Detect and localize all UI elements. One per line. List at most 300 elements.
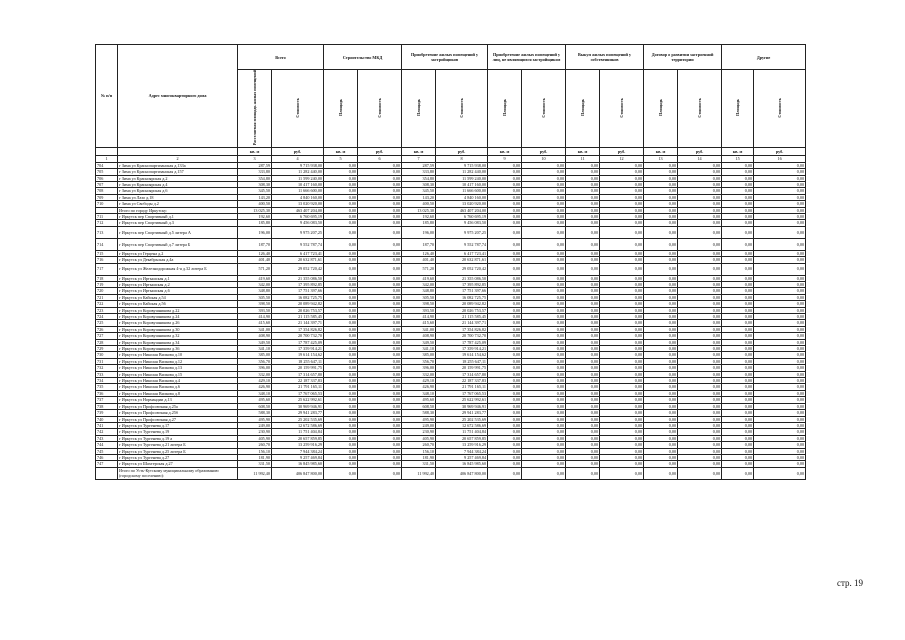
territory-cost: 0,00 — [678, 448, 722, 454]
row-address: г Иркутск ул Тургенева д.25 литера Б — [118, 448, 238, 454]
row-number: 743 — [96, 435, 118, 441]
total-cost: 16 082 725,75 — [272, 294, 324, 300]
developer-area: 415,60 — [402, 320, 436, 326]
developer-area: 348,80 — [402, 288, 436, 294]
buyout-area: 0,00 — [566, 442, 600, 448]
row-number: 726 — [96, 326, 118, 332]
total-cost: 13 259 916,29 — [272, 442, 324, 448]
territory-area: 0,00 — [644, 378, 678, 384]
territory-cost: 0,00 — [678, 175, 722, 181]
buyout-area: 0,00 — [566, 207, 600, 213]
nondeveloper-area: 0,00 — [488, 403, 522, 409]
unit-cell: руб. — [436, 147, 488, 155]
row-number: 704 — [96, 162, 118, 168]
build-area: 0,00 — [324, 301, 358, 307]
row-address: г Зима ул Красноярская д.4 — [118, 181, 238, 187]
nondeveloper-area: 0,00 — [488, 365, 522, 371]
other-cost: 0,00 — [754, 281, 806, 287]
row-address: г Иркутск ул Николая Вилкова д.15 — [118, 371, 238, 377]
other-cost: 0,00 — [754, 194, 806, 200]
nondeveloper-area: 0,00 — [488, 213, 522, 219]
other-cost: 0,00 — [754, 454, 806, 460]
territory-cost: 0,00 — [678, 307, 722, 313]
territory-cost: 0,00 — [678, 288, 722, 294]
buyout-area: 0,00 — [566, 429, 600, 435]
territory-area: 0,00 — [644, 346, 678, 352]
buyout-cost: 0,00 — [600, 257, 644, 263]
developer-cost: 12 672 586,69 — [436, 422, 488, 428]
build-cost: 0,00 — [358, 365, 402, 371]
col-number: 12 — [600, 155, 644, 162]
buyout-cost: 0,00 — [600, 410, 644, 416]
col-number: 16 — [754, 155, 806, 162]
territory-cost: 0,00 — [678, 346, 722, 352]
territory-cost: 0,00 — [678, 378, 722, 384]
nondeveloper-area: 0,00 — [488, 371, 522, 377]
row-number: 725 — [96, 320, 118, 326]
developer-area: 332,00 — [402, 371, 436, 377]
nondeveloper-area: 0,00 — [488, 226, 522, 238]
table-row — [96, 263, 806, 275]
other-cost: 0,00 — [754, 390, 806, 396]
total-area: 187,70 — [238, 238, 272, 250]
buyout-area: 0,00 — [566, 422, 600, 428]
build-area: 0,00 — [324, 410, 358, 416]
nondeveloper-area: 0,00 — [488, 346, 522, 352]
total-area: 408,90 — [238, 333, 272, 339]
row-number: 747 — [96, 461, 118, 467]
nondeveloper-cost: 0,00 — [522, 416, 566, 422]
developer-area: 331,50 — [402, 461, 436, 467]
build-cost: 0,00 — [358, 320, 402, 326]
build-area: 0,00 — [324, 162, 358, 168]
other-area: 0,00 — [722, 333, 754, 339]
build-area: 0,00 — [324, 307, 358, 313]
build-cost: 0,00 — [358, 358, 402, 364]
total-cost: 9 715 938,00 — [272, 162, 324, 168]
build-area: 0,00 — [324, 346, 358, 352]
developer-area: 396,00 — [402, 365, 436, 371]
register-sheet — [95, 44, 805, 480]
sub-header: Площадь — [488, 70, 522, 148]
row-number: 715 — [96, 250, 118, 256]
developer-area: 608,50 — [402, 403, 436, 409]
total-cost: 21 144 397,71 — [272, 320, 324, 326]
build-area: 0,00 — [324, 454, 358, 460]
other-cost: 0,00 — [754, 301, 806, 307]
total-area: 419,60 — [238, 275, 272, 281]
territory-cost: 0,00 — [678, 207, 722, 213]
nondeveloper-cost: 0,00 — [522, 365, 566, 371]
nondeveloper-area: 0,00 — [488, 435, 522, 441]
nondeveloper-area: 0,00 — [488, 454, 522, 460]
developer-cost: 406 847 800,00 — [436, 467, 488, 479]
other-cost: 0,00 — [754, 175, 806, 181]
developer-area: 342,00 — [402, 281, 436, 287]
nondeveloper-area: 0,00 — [488, 314, 522, 320]
territory-cost: 0,00 — [678, 213, 722, 219]
total-area: 426,90 — [238, 384, 272, 390]
row-number: 729 — [96, 346, 118, 352]
territory-area: 0,00 — [644, 294, 678, 300]
developer-cost: 10 417 160,00 — [436, 181, 488, 187]
total-area: 249,00 — [238, 422, 272, 428]
developer-area: 408,90 — [402, 333, 436, 339]
buyout-area: 0,00 — [566, 365, 600, 371]
nondeveloper-area: 0,00 — [488, 201, 522, 207]
developer-area: 260,70 — [402, 442, 436, 448]
unit-cell: руб. — [754, 147, 806, 155]
row-address: г Иркутск ул Тургенева д.21 литера Б — [118, 442, 238, 448]
developer-area: 181,90 — [402, 454, 436, 460]
developer-area: 341,10 — [402, 346, 436, 352]
col-number: 14 — [678, 155, 722, 162]
other-area: 0,00 — [722, 416, 754, 422]
developer-area: 401,40 — [402, 257, 436, 263]
row-number: 707 — [96, 181, 118, 187]
developer-area: 192,60 — [402, 213, 436, 219]
buyout-area: 0,00 — [566, 257, 600, 263]
other-cost: 0,00 — [754, 257, 806, 263]
units-row — [96, 147, 806, 155]
build-cost: 0,00 — [358, 314, 402, 320]
build-area: 0,00 — [324, 226, 358, 238]
buyout-cost: 0,00 — [600, 281, 644, 287]
nondeveloper-area: 0,00 — [488, 175, 522, 181]
row-number: 732 — [96, 365, 118, 371]
row-address: г Иркутск пер Спортивный д.5 литера А — [118, 226, 238, 238]
row-address: г Иркутск ул Коровушникова д.22 — [118, 307, 238, 313]
nondeveloper-cost: 0,00 — [522, 226, 566, 238]
territory-area: 0,00 — [644, 429, 678, 435]
row-number: 720 — [96, 288, 118, 294]
nondeveloper-cost: 0,00 — [522, 358, 566, 364]
buyout-cost: 0,00 — [600, 442, 644, 448]
other-area: 0,00 — [722, 194, 754, 200]
nondeveloper-cost: 0,00 — [522, 326, 566, 332]
nondeveloper-area: 0,00 — [488, 169, 522, 175]
developer-cost: 29 941 283,77 — [436, 410, 488, 416]
total-area: 414,90 — [238, 314, 272, 320]
developer-cost: 21 791 165,11 — [436, 384, 488, 390]
other-area: 0,00 — [722, 207, 754, 213]
other-cost: 0,00 — [754, 371, 806, 377]
developer-area: 156,10 — [402, 448, 436, 454]
row-address: г Иркутск ул Николая Вилкова д.6 — [118, 384, 238, 390]
total-cost: 29 941 283,77 — [272, 410, 324, 416]
col-number: 10 — [522, 155, 566, 162]
nondeveloper-cost: 0,00 — [522, 188, 566, 194]
territory-area: 0,00 — [644, 371, 678, 377]
sub-header: Площадь — [722, 70, 754, 148]
build-cost: 0,00 — [358, 175, 402, 181]
other-area: 0,00 — [722, 365, 754, 371]
territory-area: 0,00 — [644, 201, 678, 207]
other-cost: 0,00 — [754, 314, 806, 320]
nondeveloper-area: 0,00 — [488, 397, 522, 403]
developer-cost: 11 751 404,84 — [436, 429, 488, 435]
sub-header: Площадь — [402, 70, 436, 148]
developer-area: 345,50 — [402, 188, 436, 194]
nondeveloper-cost: 0,00 — [522, 467, 566, 479]
developer-area: 571,20 — [402, 263, 436, 275]
developer-cost: 11 666 600,00 — [436, 188, 488, 194]
other-area: 0,00 — [722, 454, 754, 460]
buyout-cost: 0,00 — [600, 194, 644, 200]
buyout-cost: 0,00 — [600, 326, 644, 332]
developer-cost: 17 395 892,85 — [436, 281, 488, 287]
buyout-cost: 0,00 — [600, 301, 644, 307]
build-area: 0,00 — [324, 220, 358, 226]
nondeveloper-area: 0,00 — [488, 384, 522, 390]
build-cost: 0,00 — [358, 162, 402, 168]
build-cost: 0,00 — [358, 288, 402, 294]
total-area: 348,80 — [238, 288, 272, 294]
row-number: 709 — [96, 194, 118, 200]
nondeveloper-cost: 0,00 — [522, 333, 566, 339]
build-cost: 0,00 — [358, 281, 402, 287]
other-cost: 0,00 — [754, 275, 806, 281]
row-address: г Зима ул Красноярская д.2 — [118, 175, 238, 181]
other-cost: 0,00 — [754, 358, 806, 364]
other-area: 0,00 — [722, 339, 754, 345]
territory-area: 0,00 — [644, 435, 678, 441]
nondeveloper-cost: 0,00 — [522, 352, 566, 358]
total-cost: 6 760 695,19 — [272, 213, 324, 219]
other-cost: 0,00 — [754, 220, 806, 226]
other-cost: 0,00 — [754, 352, 806, 358]
territory-cost: 0,00 — [678, 314, 722, 320]
nondeveloper-area: 0,00 — [488, 390, 522, 396]
nondeveloper-cost: 0,00 — [522, 263, 566, 275]
territory-area: 0,00 — [644, 352, 678, 358]
table-body — [96, 162, 806, 479]
total-cost: 20 089 942,82 — [272, 301, 324, 307]
total-cost: 21 791 165,11 — [272, 384, 324, 390]
territory-cost: 0,00 — [678, 384, 722, 390]
buyout-area: 0,00 — [566, 454, 600, 460]
table-row — [96, 226, 806, 238]
developer-cost: 7 944 384,24 — [436, 448, 488, 454]
total-cost: 9 552 787,74 — [272, 238, 324, 250]
developer-area: 348,10 — [402, 390, 436, 396]
developer-area: 414,90 — [402, 314, 436, 320]
other-cost: 0,00 — [754, 403, 806, 409]
col-number: 9 — [488, 155, 522, 162]
buyout-cost: 0,00 — [600, 461, 644, 467]
sub-header: Стоимость — [754, 70, 806, 148]
row-number: 735 — [96, 384, 118, 390]
territory-cost: 0,00 — [678, 301, 722, 307]
unit-cell: кв. м — [324, 147, 358, 155]
territory-cost: 0,00 — [678, 410, 722, 416]
build-area: 0,00 — [324, 365, 358, 371]
developer-area: 419,60 — [402, 275, 436, 281]
build-area: 0,00 — [324, 416, 358, 422]
buyout-cost: 0,00 — [600, 288, 644, 294]
build-cost: 0,00 — [358, 371, 402, 377]
total-area: 400,50 — [238, 201, 272, 207]
row-number: 706 — [96, 175, 118, 181]
unit-cell: кв. м — [722, 147, 754, 155]
row-address: г Иркутск ул Шахтерская д.27 — [118, 461, 238, 467]
row-address: г Зима ул Лазо д.18 — [118, 194, 238, 200]
territory-cost: 0,00 — [678, 397, 722, 403]
col-number: 11 — [566, 155, 600, 162]
other-cost: 0,00 — [754, 213, 806, 219]
row-address: г Зима ул Свободы д.2 — [118, 201, 238, 207]
territory-area: 0,00 — [644, 257, 678, 263]
buyout-cost: 0,00 — [600, 416, 644, 422]
other-area: 0,00 — [722, 346, 754, 352]
nondeveloper-cost: 0,00 — [522, 238, 566, 250]
territory-cost: 0,00 — [678, 467, 722, 479]
buyout-cost: 0,00 — [600, 365, 644, 371]
build-cost: 0,00 — [358, 257, 402, 263]
col-number: 15 — [722, 155, 754, 162]
territory-area: 0,00 — [644, 339, 678, 345]
sub-header: Стоимость — [272, 70, 324, 148]
other-cost: 0,00 — [754, 207, 806, 213]
other-area: 0,00 — [722, 169, 754, 175]
developer-area: 13 025,30 — [402, 207, 436, 213]
territory-cost: 0,00 — [678, 250, 722, 256]
total-cost: 29 052 720,42 — [272, 263, 324, 275]
territory-cost: 0,00 — [678, 371, 722, 377]
developer-cost: 6 417 723,41 — [436, 250, 488, 256]
buyout-cost: 0,00 — [600, 467, 644, 479]
col-num-header: № п/п — [96, 45, 118, 148]
developer-area: 196,00 — [402, 226, 436, 238]
total-area: 331,50 — [238, 461, 272, 467]
build-cost: 0,00 — [358, 169, 402, 175]
buyout-area: 0,00 — [566, 169, 600, 175]
territory-area: 0,00 — [644, 442, 678, 448]
build-area: 0,00 — [324, 201, 358, 207]
build-area: 0,00 — [324, 435, 358, 441]
nondeveloper-cost: 0,00 — [522, 339, 566, 345]
other-area: 0,00 — [722, 429, 754, 435]
buyout-area: 0,00 — [566, 416, 600, 422]
buyout-area: 0,00 — [566, 307, 600, 313]
buyout-cost: 0,00 — [600, 422, 644, 428]
developer-cost: 11 599 240,00 — [436, 175, 488, 181]
total-area: 401,40 — [238, 257, 272, 263]
nondeveloper-cost: 0,00 — [522, 384, 566, 390]
nondeveloper-cost: 0,00 — [522, 378, 566, 384]
nondeveloper-cost: 0,00 — [522, 181, 566, 187]
nondeveloper-cost: 0,00 — [522, 207, 566, 213]
build-cost: 0,00 — [358, 467, 402, 479]
build-area: 0,00 — [324, 390, 358, 396]
total-area: 495,60 — [238, 397, 272, 403]
total-cost: 13 020 920,00 — [272, 201, 324, 207]
nondeveloper-cost: 0,00 — [522, 288, 566, 294]
row-address: г Иркутск ул Тургенева д.27 — [118, 454, 238, 460]
nondeveloper-cost: 0,00 — [522, 250, 566, 256]
group-nondeveloper-header: Приобретение жилых помещений у лиц, не являющихся застройщиком — [488, 45, 566, 70]
territory-area: 0,00 — [644, 397, 678, 403]
other-area: 0,00 — [722, 201, 754, 207]
other-cost: 0,00 — [754, 238, 806, 250]
other-area: 0,00 — [722, 281, 754, 287]
sub-header: Стоимость — [358, 70, 402, 148]
build-area: 0,00 — [324, 320, 358, 326]
other-area: 0,00 — [722, 220, 754, 226]
developer-cost: 30 969 946,91 — [436, 403, 488, 409]
buyout-area: 0,00 — [566, 390, 600, 396]
unit-cell: руб. — [522, 147, 566, 155]
territory-area: 0,00 — [644, 403, 678, 409]
row-number: 731 — [96, 358, 118, 364]
build-cost: 0,00 — [358, 275, 402, 281]
row-address: г Зима ул Краснопартизанская д.157 — [118, 169, 238, 175]
total-cost: 11 751 404,84 — [272, 429, 324, 435]
total-cost: 21 355 086,50 — [272, 275, 324, 281]
buyout-cost: 0,00 — [600, 263, 644, 275]
unit-cell: кв. м — [238, 147, 272, 155]
buyout-area: 0,00 — [566, 467, 600, 479]
build-area: 0,00 — [324, 461, 358, 467]
total-area: 415,60 — [238, 320, 272, 326]
nondeveloper-cost: 0,00 — [522, 390, 566, 396]
row-number: 741 — [96, 422, 118, 428]
build-cost: 0,00 — [358, 429, 402, 435]
nondeveloper-cost: 0,00 — [522, 175, 566, 181]
developer-cost: 9 257 469,84 — [436, 454, 488, 460]
developer-cost: 9 715 938,00 — [436, 162, 488, 168]
total-cost: 20 657 859,85 — [272, 435, 324, 441]
nondeveloper-cost: 0,00 — [522, 275, 566, 281]
row-address: г Иркутск ул Коровушникова д.30 — [118, 326, 238, 332]
other-cost: 0,00 — [754, 188, 806, 194]
nondeveloper-area: 0,00 — [488, 162, 522, 168]
buyout-cost: 0,00 — [600, 390, 644, 396]
row-address: г Иркутск ул Нормандии д.13 — [118, 397, 238, 403]
buyout-cost: 0,00 — [600, 220, 644, 226]
row-number: 728 — [96, 339, 118, 345]
build-area: 0,00 — [324, 448, 358, 454]
territory-area: 0,00 — [644, 320, 678, 326]
territory-cost: 0,00 — [678, 263, 722, 275]
unit-cell: кв. м — [566, 147, 600, 155]
developer-cost: 25 622 992,61 — [436, 397, 488, 403]
nondeveloper-cost: 0,00 — [522, 213, 566, 219]
row-number: 724 — [96, 314, 118, 320]
territory-cost: 0,00 — [678, 339, 722, 345]
other-area: 0,00 — [722, 390, 754, 396]
col-number: 13 — [644, 155, 678, 162]
nondeveloper-area: 0,00 — [488, 467, 522, 479]
build-cost: 0,00 — [358, 307, 402, 313]
buyout-area: 0,00 — [566, 275, 600, 281]
build-area: 0,00 — [324, 358, 358, 364]
sub-header: Площадь — [644, 70, 678, 148]
territory-area: 0,00 — [644, 175, 678, 181]
buyout-cost: 0,00 — [600, 162, 644, 168]
other-cost: 0,00 — [754, 226, 806, 238]
buyout-area: 0,00 — [566, 281, 600, 287]
total-area: 13 025,30 — [238, 207, 272, 213]
row-number: 740 — [96, 416, 118, 422]
territory-area: 0,00 — [644, 326, 678, 332]
developer-area: 333,80 — [402, 169, 436, 175]
row-address: г Иркутск ул Коровушникова д.24 — [118, 314, 238, 320]
row-address: г Иркутск ул Коровушникова д.34 — [118, 339, 238, 345]
row-address: г Иркутск пер Спортивный д.3 — [118, 220, 238, 226]
developer-area: 400,50 — [402, 201, 436, 207]
other-cost: 0,00 — [754, 448, 806, 454]
